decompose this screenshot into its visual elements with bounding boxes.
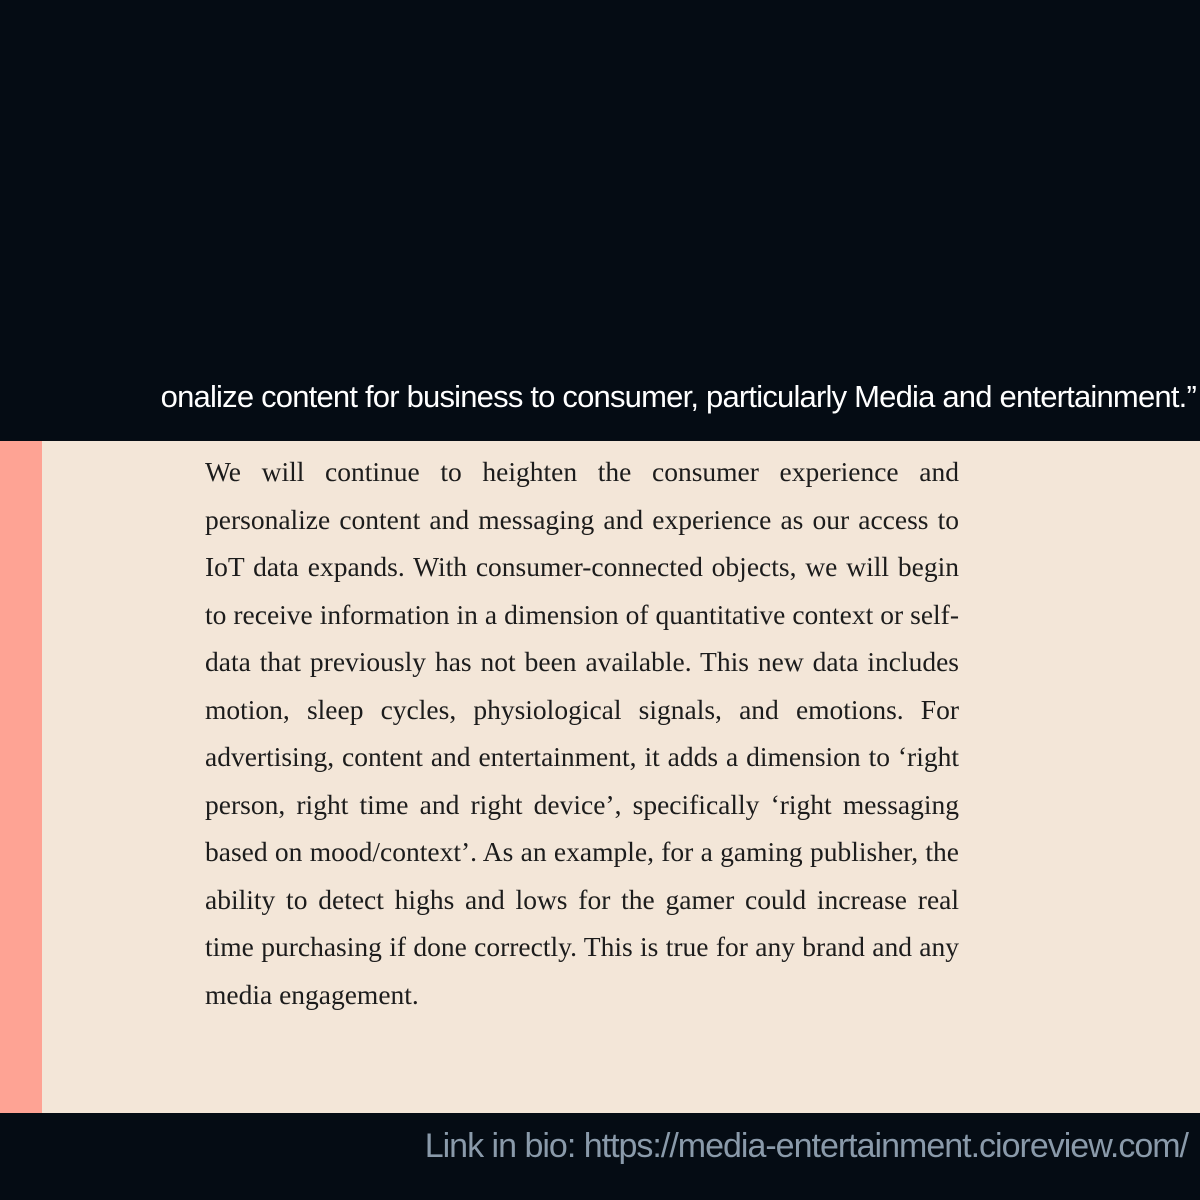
bio-link-text: Link in bio: https://media-entertainment.cioreview.com/ — [424, 1127, 1188, 1165]
quote-panel — [0, 441, 1200, 1113]
quote-body-text: We will continue to heighten the consumer experience and personalize content and messaging and experience as our access to IoT data expands. With consumer-connected objects, we will begin to receive information in a dimension of quantitative context or self-data that previously has not been available. This new data includes motion, sleep cycles, physiological signals, and emotions. For advertising, content and entertainment, it adds a dimension to ‘right person, right time and right device’, specifically ‘right messaging based on mood/context’. As an example, for a gaming publisher, the ability to detect highs and lows for the gamer could increase real time purchasing if done correctly. This is true for any brand and any media engagement. — [205, 456, 959, 1010]
headline-caption: onalize content for business to consumer, particularly Media and entertainment.” — [160, 379, 1196, 414]
footer-band — [0, 1113, 1200, 1200]
accent-bar — [0, 441, 42, 1113]
